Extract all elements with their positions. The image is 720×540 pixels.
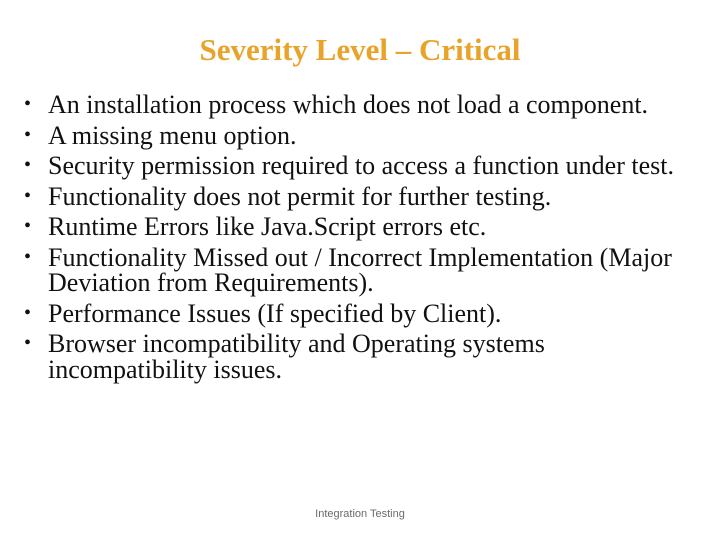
bullet-text: Security permission required to access a function under test. [48, 151, 674, 180]
bullet-text: An installation process which does not load a component. [48, 90, 649, 119]
bullet-dot-icon: • [24, 332, 32, 354]
bullet-dot-icon: • [24, 215, 32, 237]
bullet-item-functionality [24, 181, 704, 211]
bullet-dot-icon: • [24, 123, 32, 146]
bullet-text: Functionality does not permit for further testing. [48, 181, 552, 211]
bullet-item-installation [24, 92, 704, 118]
bullet-item-performance [24, 298, 704, 328]
bullet-text: Browser incompatibility and Operating systems incompatibility issues. [48, 329, 545, 384]
bullet-dot-icon: • [24, 184, 32, 207]
bullet-item-security [24, 153, 704, 179]
bullet-item-browser-compatibility [24, 331, 704, 382]
bullet-item-runtime-errors [24, 214, 704, 240]
bullet-item-menu-option [24, 120, 704, 150]
bullet-dot-icon: • [24, 93, 32, 115]
bullet-text: A missing menu option. [48, 120, 297, 150]
slide-footer: Integration Testing [315, 508, 405, 520]
bullet-item-missed-functionality [24, 242, 704, 297]
bullet-dot-icon: • [24, 301, 32, 324]
bullet-list [24, 92, 704, 387]
bullet-dot-icon: • [24, 245, 32, 268]
bullet-dot-icon: • [24, 154, 32, 176]
bullet-text: Runtime Errors like Java.Script errors etc. [48, 212, 487, 241]
slide-title: Severity Level – Critical [199, 32, 521, 67]
bullet-text: Functionality Missed out / Incorrect Implementation (Major Deviation from Requirements). [48, 242, 672, 297]
bullet-text: Performance Issues (If specified by Client). [48, 298, 502, 328]
